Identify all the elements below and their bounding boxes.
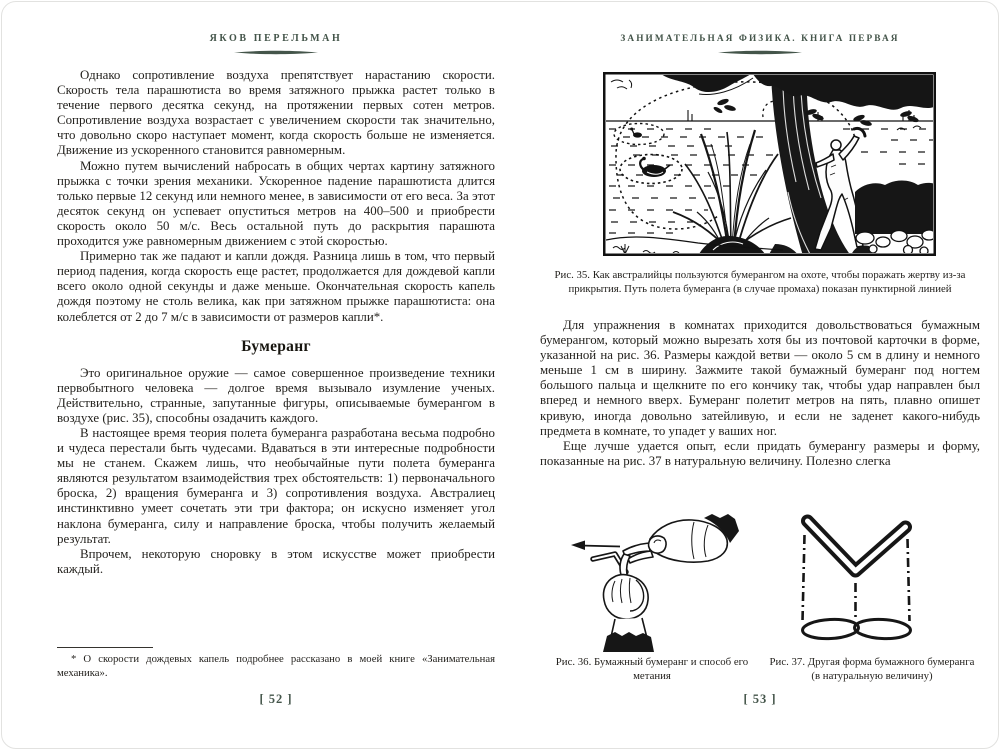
footnote-text: * О скорости дождевых капель подробнее рассказано в моей книге «Занимательная механика». [57,653,495,679]
paragraph: В настоящее время теория полета бумеранга разработана весьма подробно и чудеса перестали быть чудесами. Вдаваться в эти интересные подробности мы не станем. Скажем лишь, что необычайные пути полета бумеранга являются результатом взаимодействия трех обстоятельств: 1) первоначального броска, 2) вращения бумеранга и 3) сопротивления воздуха. Австралиец инстинктивно умеет сочетать эти три фактора; он искусно изменяет угол наклона бумеранга, силу и направление броска, чтобы получить желаемый результат. [57,425,495,546]
figure-35-hunt-scene-illustration [603,72,936,256]
boomerang-v-shape [808,521,906,571]
figure-37-caption: Рис. 37. Другая форма бумажного бумеранга (в натуральную величину) [769,656,975,683]
running-head-book-title: ЗАНИМАТЕЛЬНАЯ ФИЗИКА. КНИГА ПЕРВАЯ [620,34,900,44]
footnote-rule [57,647,153,648]
footnote [57,647,495,681]
lower-hand [603,554,654,652]
swelled-rule-icon [718,50,802,55]
page-number-left: [ 52 ] [259,692,293,706]
base-loops [802,618,911,640]
swelled-rule-icon [234,50,318,55]
paragraph: Однако сопротивление воздуха препятствует нарастанию скорости. Скорость тела парашютиста во время затяжного прыжка растет только в течение первого десятка секунд, на протяжении первых сотен метров. Сопротивление воздуха возрастает с увеличением скорости так значительно, что довольно скоро наступает момент, когда скорость больше не изменяется. Движение из ускоренного становится равномерным. [57,68,495,158]
left-body-text [57,68,495,577]
paragraph: Еще лучше удается опыт, если придать бумерангу размеры и форму, показанные на рис. 37 в натуральную величину. Полезно слегка [540,438,980,468]
figure-35-caption: Рис. 35. Как австралийцы пользуются бумерангом на охоте, чтобы поражать жертву из-за прикрытия. Путь полета бумеранга (в случае промаха) показан пунктирной линией [554,269,966,296]
running-head-author: ЯКОВ ПЕРЕЛЬМАН [209,33,343,44]
paragraph: Для упражнения в комнатах приходится довольствоваться бумажным бумерангом, который можно вырезать хотя бы из почтовой карточки в форме, указанной на рис. 36. Размеры каждой ветви — около 5 см в длину и немного меньше 1 см в ширину. Зажмите такой бумажный бумеранг под ногтем большого пальца и щелкните по его кончику так, чтобы удар направлен был вперед и немного вверх. Бумеранг полетит метров на пять, плавно опишет кривую, иногда довольно затейливую, и если не заденет какого-нибудь предмета в комнате, то упадет у ваших ног. [540,318,980,438]
figure-37-boomerang-shape-illustration [783,493,943,653]
section-heading: Бумеранг [241,337,311,355]
page-number-right: [ 53 ] [743,692,777,706]
paragraph: Примерно так же падают и капли дождя. Разница лишь в том, что первый период падения, когда скорость еще растет, продолжается для дождевой капли всего около одной секунды и даже меньше. Окончательная скорость капель дождя поэтому не столь велика, как при затяжном прыжке парашютиста: она колеблется от 2 до 7 м/с в зависимости от размеров капли*. [57,249,495,324]
page-right [540,28,980,734]
paragraph: Впрочем, некоторую сноровку в этом искусстве может приобрести каждый. [57,546,495,576]
figure-36-hands-illustration [558,505,763,653]
upper-hand [623,514,739,563]
construction-dash-dot-lines [803,535,910,621]
paragraph: Это оригинальное оружие — самое совершенное произведение техники первобытного человека — долгое время вызывало изумление ученых. Действительно, странные, запутанные фигуры, описываемые бумерангом в воздухе (рис. 35), способны озадачить каждого. [57,365,495,425]
figure-36-caption: Рис. 36. Бумажный бумеранг и способ его метания [555,656,749,683]
paragraph: Можно путем вычислений набросать в общих чертах картину затяжного прыжка с точки зрения механики. Ускоренное падение парашютиста длится только первые 12 секунд или немного менее, в зависимости от его веса. За этот десяток секунд он успевает опуститься метров на 400–500 и приобрести скорость около 50 м/с. Весь остальной путь до раскрытия парашюта проходится уже равномерным движением с этой скоростью. [57,158,495,249]
throw-direction-arrow [580,546,620,547]
page-left [57,28,495,734]
right-body-text [540,318,980,469]
bush [855,181,936,235]
